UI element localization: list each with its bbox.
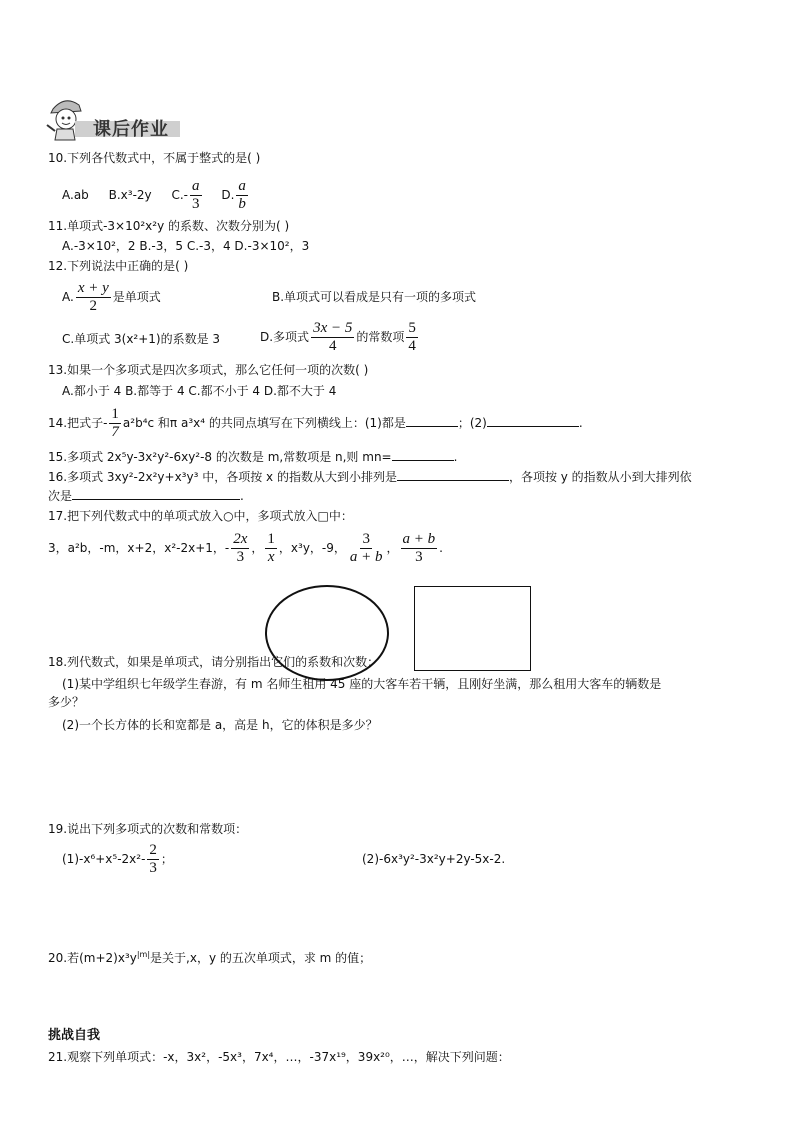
question-13-options: A.都小于 4 B.都等于 4 C.都不小于 4 D.都不大于 4 — [62, 384, 337, 398]
question-10: 10.下列各代数式中，不属于整式的是( ) — [48, 151, 261, 165]
option-c: C.- $\frac{a}{3}$ — [171, 178, 200, 212]
question-18-part-1-continued: 多少？ — [48, 695, 85, 709]
question-10-options — [62, 178, 250, 213]
option-d: D. $\frac{a}{b}$ — [221, 178, 246, 212]
question-16: 16.多项式 3xy²-2x²y+x³y³ 中，各项按 x 的指数从大到小排列是 ，各项按 y 的指数从小到大排列依 — [48, 470, 692, 484]
polynomial-box — [414, 586, 531, 671]
question-17-expressions: 3，a²b，-m，x+2，x²-2x+1，- $\frac{2x}{3}$ ， $\frac{1}{x}$ ，x³y，-9， $\frac{3}{a + b}$ ， $\frac{a + b}{3}$ . — [48, 531, 443, 565]
option-a: A.ab — [62, 188, 89, 202]
question-19-part-1: (1)-x⁶+x⁵-2x²- $\frac{2}{3}$ ； — [62, 842, 173, 876]
question-17: 17.把下列代数式中的单项式放入○中，多项式放入□中： — [48, 509, 353, 523]
answer-blank[interactable] — [397, 468, 509, 481]
question-18: 18.列代数式，如果是单项式，请分别指出它们的系数和次数： — [48, 655, 380, 669]
option-b: B.x³-2y — [108, 188, 152, 202]
question-15: 15.多项式 2x⁵y-3x²y²-6xy²-8 的次数是 m,常数项是 n,则 mn= . — [48, 450, 458, 464]
homework-logo — [45, 95, 180, 141]
question-21: 21.观察下列单项式：-x，3x²，-5x³，7x⁴，…，-37x¹⁹，39x²⁰，…，解决下列问题： — [48, 1050, 510, 1064]
question-13: 13.如果一个多项式是四次多项式，那么它任何一项的次数( ) — [48, 363, 369, 377]
question-12-option-c: C.单项式 3(x²+1)的系数是 3 — [62, 332, 221, 346]
section-title: 挑战自我 — [48, 1028, 101, 1043]
question-16-continued: 次是 . — [48, 489, 244, 503]
answer-blank[interactable] — [487, 414, 579, 427]
question-11: 11.单项式-3×10²x²y 的系数、次数分别为( ) — [48, 219, 290, 233]
answer-blank[interactable] — [392, 448, 454, 461]
answer-blank[interactable] — [406, 414, 458, 427]
question-11-options: A.-3×10²，2 B.-3，5 C.-3，4 D.-3×10²，3 — [62, 239, 310, 253]
question-20: 20.若$(m+2)x^3y^{|m|}$是关于,x，y 的五次单项式，求 m 的值； — [48, 950, 372, 965]
question-12-option-b: B.单项式可以看成是只有一项的多项式 — [272, 290, 477, 304]
question-19-part-2: (2)-6x³y²-3x²y+2y-5x-2. — [362, 852, 506, 866]
question-14: 14.把式子- $\frac{1}{7}$ a²b⁴c 和π a³x⁴ 的共同点填写在下列横线上：(1)都是 ；(2) . — [48, 406, 583, 440]
logo-text: 课后作业 — [93, 119, 169, 140]
question-18-part-1: (1)某中学组织七年级学生春游，有 m 名师生租用 45 座的大客车若干辆，且刚好坐满，那么租用大客车的辆数是 — [62, 677, 662, 691]
question-12-option-d: D.多项式 $\frac{3x - 5}{4}$ 的常数项 $\frac{5}{4}$ — [260, 320, 416, 354]
question-12: 12.下列说法中正确的是( ) — [48, 259, 189, 273]
question-18-part-2: (2)一个长方体的长和宽都是 a，高是 h，它的体积是多少？ — [62, 718, 378, 732]
answer-blank[interactable] — [72, 487, 240, 500]
question-19: 19.说出下列多项式的次数和常数项： — [48, 822, 248, 836]
question-12-option-a: A. $\frac{x + y}{2}$ 是单项式 — [62, 280, 161, 314]
